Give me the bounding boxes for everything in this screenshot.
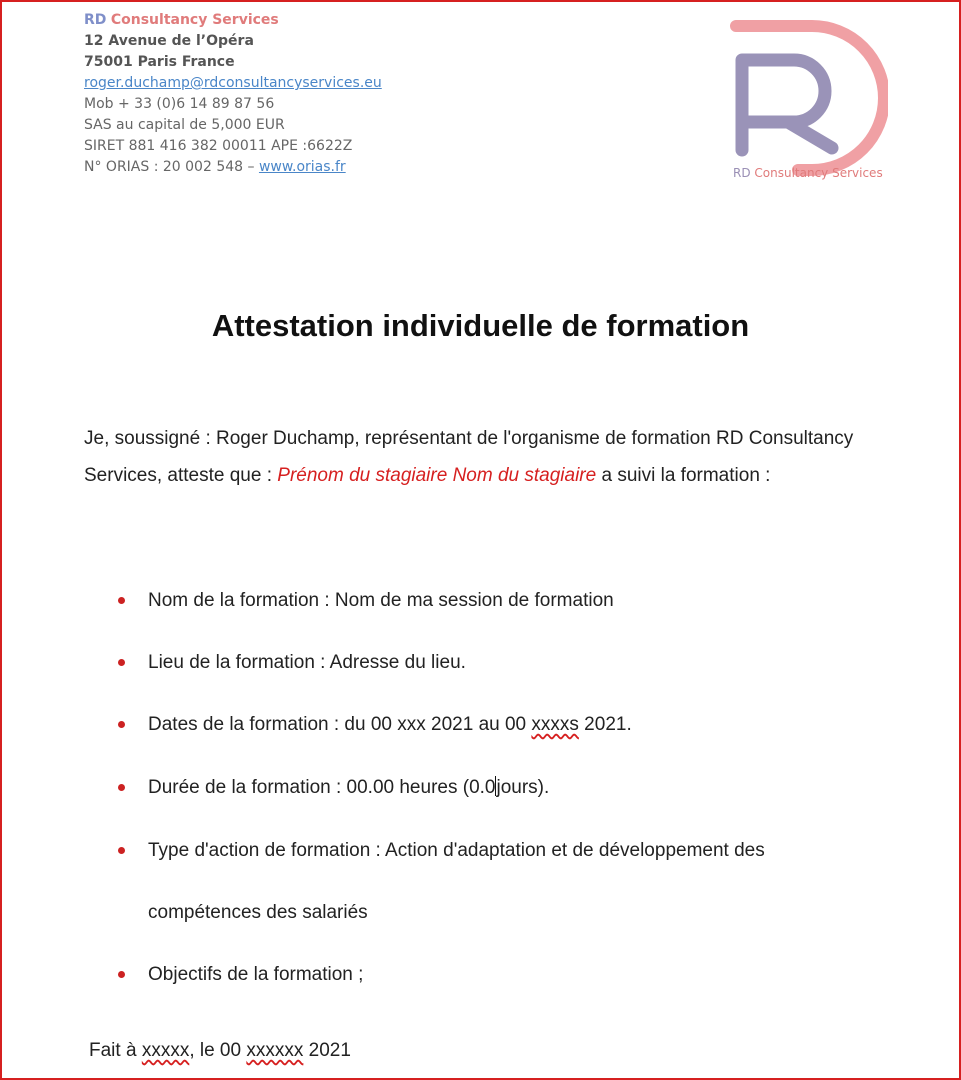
logo-caption-rd: RD bbox=[733, 166, 751, 180]
logo-letters bbox=[742, 60, 832, 150]
duration-unit: jours). bbox=[496, 777, 550, 798]
company-name bbox=[84, 10, 382, 31]
address-line-2: 75001 Paris France bbox=[84, 54, 235, 70]
list-item-place: Lieu de la formation : Adresse du lieu. bbox=[148, 632, 868, 694]
intro-text-before: Je, soussigné : Roger Duchamp, représentant de l'organisme de formation RD Consultancy Services, atteste que : bbox=[84, 428, 854, 486]
capital-info: SAS au capital de 5,000 EUR bbox=[84, 117, 285, 133]
list-item-dates bbox=[148, 694, 868, 756]
orias-info bbox=[84, 157, 382, 178]
logo-caption bbox=[733, 166, 883, 180]
fait-prefix: Fait à bbox=[89, 1040, 142, 1061]
dates-year: 2021. bbox=[578, 714, 632, 735]
email-link[interactable]: roger.duchamp@rdconsultancyservices.eu bbox=[84, 75, 382, 91]
signature-line bbox=[89, 1040, 351, 1062]
fait-month: xxxxxx bbox=[246, 1040, 304, 1061]
duration-text: Durée de la formation : 00.00 heures (0.0 bbox=[148, 777, 496, 798]
list-item-type: Type d'action de formation : Action d'adaptation et de développement des bbox=[148, 820, 868, 882]
intro-paragraph bbox=[84, 420, 884, 494]
orias-number: N° ORIAS : 20 002 548 – bbox=[84, 159, 259, 175]
fait-date-prefix: , le 00 bbox=[189, 1040, 247, 1061]
list-item-name: Nom de la formation : Nom de ma session de formation bbox=[148, 570, 868, 632]
rd-logo bbox=[728, 10, 888, 185]
fait-year: 2021 bbox=[303, 1040, 351, 1061]
company-name-rd: RD bbox=[84, 12, 107, 28]
list-item-type-continuation: compétences des salariés bbox=[148, 902, 368, 923]
list-item-duration bbox=[148, 757, 868, 819]
orias-link[interactable]: www.orias.fr bbox=[258, 159, 346, 175]
company-name-rest: Consultancy Services bbox=[110, 12, 279, 28]
trainee-name-placeholder: Prénom du stagiaire Nom du stagiaire bbox=[277, 465, 597, 486]
intro-text-after: a suivi la formation : bbox=[596, 465, 771, 486]
company-header bbox=[84, 10, 382, 178]
address-line-1: 12 Avenue de l’Opéra bbox=[84, 33, 254, 49]
logo-arc bbox=[736, 26, 884, 170]
fait-place: xxxxx bbox=[141, 1040, 190, 1061]
dates-text: Dates de la formation : du 00 xxx 2021 au 00 bbox=[148, 714, 532, 735]
mobile-number: Mob + 33 (0)6 14 89 87 56 bbox=[84, 96, 275, 112]
siret-info: SIRET 881 416 382 00011 APE :6622Z bbox=[84, 138, 353, 154]
logo-caption-rest: Consultancy Services bbox=[750, 166, 883, 180]
dates-misspelled: xxxxs bbox=[531, 714, 579, 735]
document-title: Attestation individuelle de formation bbox=[211, 308, 750, 343]
list-item-objectives: Objectifs de la formation ; bbox=[148, 944, 868, 1006]
